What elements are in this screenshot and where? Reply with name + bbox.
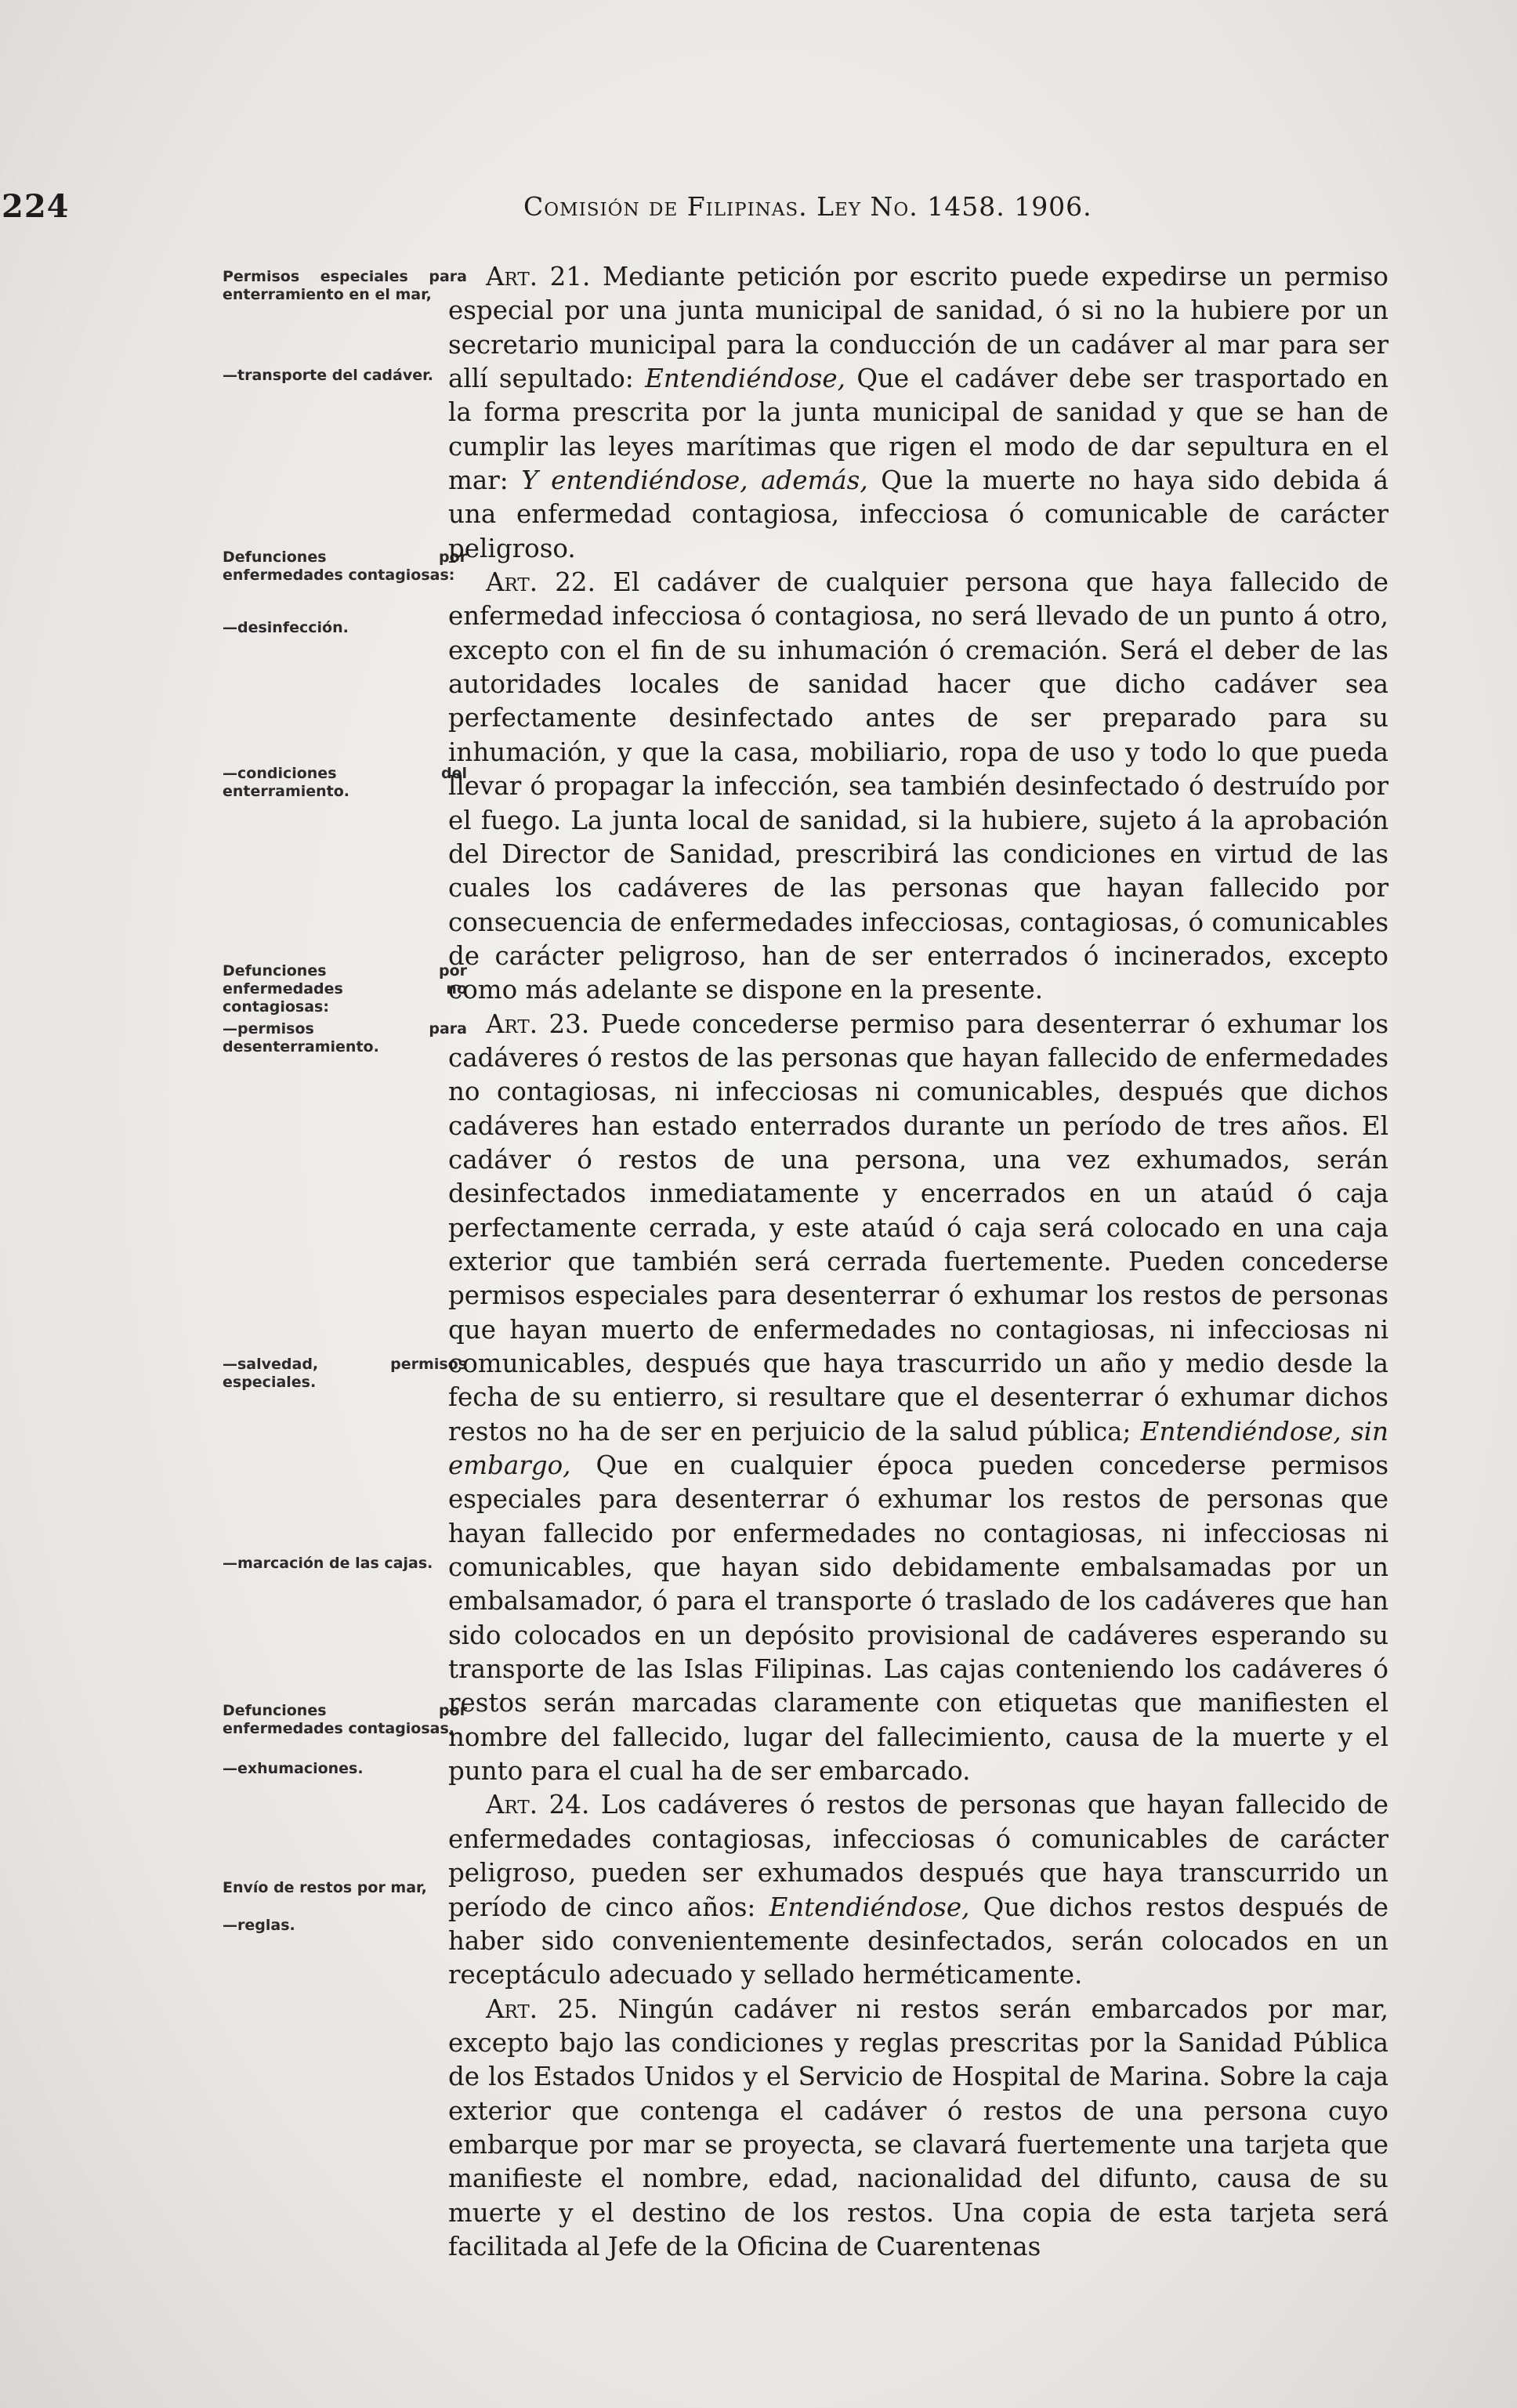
article-23 xyxy=(448,1008,1388,1789)
margin-note: —reglas. xyxy=(223,1917,295,1934)
article-label: Art. 24. xyxy=(486,1790,590,1820)
article-text: Que la muerte no haya sido debida á una enfermedad contagiosa, infecciosa ó comunicable de carácter peligroso. xyxy=(448,465,1388,563)
article-label: Art. 21. xyxy=(486,262,591,291)
article-text: Los cadáveres ó restos de personas que hayan fallecido de enfermedades contagiosas, infecciosas ó comunicables de carácter peligroso, pueden ser exhumados después que haya transcurrido un período de cinco años: xyxy=(448,1790,1388,1922)
article-text: Que el cadáver debe ser trasportado en la forma prescrita por la junta municipal de sanidad y que se han de cumplir las leyes marítimas que rigen el modo de dar sepultura en el mar: xyxy=(448,364,1388,496)
article-text: Que en cualquier época pueden concederse permisos especiales para desenterrar ó exhumar los restos de personas que hayan fallecido por enfermedades no contagiosas, ni infecciosas ni comunicables, que hayan sido debidamente embalsamadas por un embalsamador, ó para el transporte ó traslado de los cadáveres que han sido colocados en un depósito provisional de cadáveres esperando su transporte de las Islas Filipinas. Las cajas conteniendo los cadáveres ó restos serán marcadas claramente con etiquetas que manifiesten el nombre del fallecido, lugar del fallecimiento, causa de la muerte y el punto para el cual ha de ser embarcado. xyxy=(448,1450,1388,1787)
margin-note: —exhumaciones. xyxy=(223,1760,364,1777)
running-head: Comisión de Filipinas. Ley No. 1458. 1906. xyxy=(523,191,1092,222)
article-text: Mediante petición por escrito puede expedirse un permiso especial por una junta municipal de sanidad, ó si no la hubiere por un secretario municipal para la conducción de un cadáver al mar para ser allí sepultado: xyxy=(448,262,1388,394)
margin-note: Defunciones por enfermedades contagiosas, xyxy=(223,1702,467,1737)
margin-note: —desinfección. xyxy=(223,619,349,636)
article-text: El cadáver de cualquier persona que haya fallecido de enfermedad infecciosa ó contagiosa, no será llevado de un punto á otro, excepto con el fin de su inhumación ó cremación. Será el deber de las autoridades locales de sanidad hacer que dicho cadáver sea perfectamente desinfectado antes de ser preparado para su inhumación, y que la casa, mobiliario, ropa de uso y todo lo que pueda llevar ó propagar la infección, sea también desinfectado ó destruído por el fuego. La junta local de sanidad, si la hubiere, sujeto á la aprobación del Director de Sanidad, prescribirá las condiciones en virtud de las cuales los cadáveres de las personas que hayan fallecido por consecuencia de enfermedades infecciosas, contagiosas, ó comunicables de carácter peligroso, han de ser enterrados ó incinerados, excepto como más adelante se dispone en la presente. xyxy=(448,567,1388,1005)
article-label: Art. 22. xyxy=(486,567,596,598)
margin-notes xyxy=(223,268,467,2384)
article-25 xyxy=(448,1993,1388,2265)
margin-note: Permisos especiales para enterramiento en el mar, xyxy=(223,268,467,303)
margin-note: —condiciones del enterramiento. xyxy=(223,765,467,800)
page-number: 224 xyxy=(2,188,70,225)
margin-note: —marcación de las cajas. xyxy=(223,1555,433,1572)
page-header xyxy=(0,188,1517,235)
article-label: Art. 23. xyxy=(486,1008,590,1039)
article-text-italic: Entendiéndose, xyxy=(769,1892,970,1922)
margin-note: Envío de restos por mar, xyxy=(223,1879,427,1896)
margin-note: Defunciones por enfermedades contagiosas: xyxy=(223,549,467,584)
article-text: Puede concederse permiso para desenterrar ó exhumar los cadáveres ó restos de las personas que hayan fallecido de enfermedades no contagiosas, ni infecciosas ni comunicables, después que dichos cadáveres han estado enterrados durante un período de tres años. El cadáver ó restos de una persona, una vez exhumados, serán desinfectados inmediatamente y encerrados en un ataúd ó caja perfectamente cerrada, y este ataúd ó caja será colocado en una caja exterior que también será cerrada fuertemente. Pueden concederse permisos especiales para desenterrar ó exhumar los restos de personas que hayan muerto de enfermedades no contagiosas, ni infecciosas ni comunicables, después que haya trascurrido un año y medio desde la fecha de su entierro, si resultare que el desenterrar ó exhumar dichos restos no ha de ser en perjuicio de la salud pública; xyxy=(448,1008,1389,1447)
article-text: Que dichos restos después de haber sido convenientemente desinfectados, serán colocados en un receptáculo adecuado y sellado herméticamente. xyxy=(448,1892,1388,1990)
article-24 xyxy=(448,1788,1388,1992)
article-label: Art. 25. xyxy=(486,1993,599,2024)
body-text xyxy=(448,260,1388,2264)
margin-note: —permisos para desenterramiento. xyxy=(223,1020,467,1056)
margin-note: —transporte del cadáver. xyxy=(223,367,433,384)
article-21 xyxy=(448,260,1388,566)
article-text-italic: Entendiéndose, sin embargo, xyxy=(448,1416,1388,1481)
article-text-italic: Entendiéndose, xyxy=(645,364,845,394)
article-text: Ningún cadáver ni restos serán embarcados por mar, excepto bajo las condiciones y reglas prescritas por la Sanidad Pública de los Estados Unidos y el Servicio de Hospital de Marina. Sobre la caja exterior que contenga el cadáver ó restos de una persona cuyo embarque por mar se proyecta, se clavará fuertemente una tarjeta que manifieste el nombre, edad, nacionalidad del difunto, causa de su muerte y el destino de los restos. Una copia de esta tarjeta será facilitada al Jefe de la Oficina de Cuarentenas xyxy=(448,1993,1388,2261)
margin-note: —salvedad, permisos especiales. xyxy=(223,1356,467,1391)
article-22 xyxy=(448,566,1388,1007)
article-text-italic: Y entendiéndose, además, xyxy=(521,465,868,496)
margin-note: Defunciones por enfermedades no contagiosas: xyxy=(223,962,467,1016)
